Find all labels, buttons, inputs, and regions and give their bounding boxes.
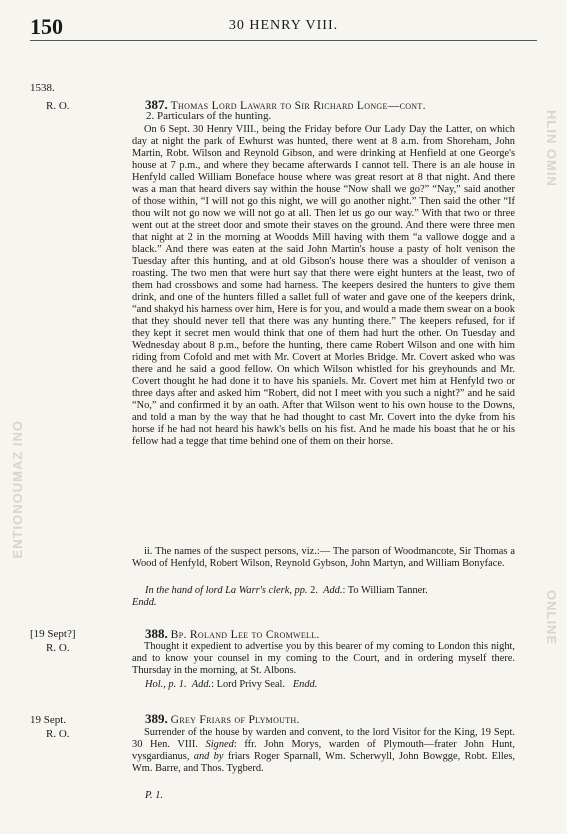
signatories-text: : ffr. John Morys, warden of Plymouth—frater John Hunt, vysgardianus, — [132, 739, 515, 762]
and-by-label: and by — [193, 751, 224, 762]
running-head: 30 HENRY VIII. — [228, 18, 339, 33]
watermark-right-bottom: ONLINE — [544, 590, 559, 646]
entry-389-title: Grey Friars of Plymouth. — [170, 713, 300, 726]
addressee: : To William Tanner. — [342, 585, 428, 596]
entry-387-note — [145, 585, 428, 597]
entry-387-title: Thomas Lord Lawarr to Sir Richard Longe—cont. — [170, 99, 426, 112]
entry-389-note — [145, 790, 163, 802]
entry-388-heading — [145, 626, 320, 642]
header-rule — [30, 40, 537, 41]
hol-pages: , p. 1. — [163, 679, 187, 690]
date-note-388: [19 Sept?] — [30, 628, 76, 640]
year-note: 1538. — [30, 82, 55, 94]
clerk-note-pp: 2. — [310, 585, 318, 596]
source-note-389: R. O. — [46, 728, 70, 740]
hol-label: Hol. — [145, 679, 164, 690]
entry-388-body: Thought it expedient to advertise you by this bearer of my coming to London this night, and to know your counsel in my coming to the Court, and in ordering myself there. Thursday in the morning, at St. Albons. — [132, 641, 515, 676]
friars-text: friars Roger Sparnall, Wm. Scherwyll, John Bowgge, Robt. Elles, Wm. Barre, and Thos. Tygberd. — [132, 751, 515, 774]
page-count-389: P. 1. — [145, 790, 163, 801]
entry-388-number: 388. — [145, 626, 168, 641]
entry-387-suspects: ii. The names of the suspect persons, viz.:— The parson of Woodmancote, Sir Thomas a Wood of Henfyld, Robert Wilson, Reynold Gybson, John Martyn, and William Bonyface. — [132, 546, 515, 569]
entry-387-endd — [132, 597, 157, 609]
source-note-388: R. O. — [46, 642, 70, 654]
page-header — [30, 14, 537, 38]
add-label: Add. — [323, 585, 343, 596]
signed-label: Signed — [205, 739, 234, 750]
date-note-389: 19 Sept. — [30, 714, 67, 726]
page-number: 150 — [30, 14, 63, 39]
endd-label-388: Endd. — [292, 679, 318, 690]
entry-389-number: 389. — [145, 711, 168, 726]
entry-387-subhead: 2. Particulars of the hunting. — [146, 110, 272, 122]
clerk-note: In the hand of lord La Warr's clerk, pp. — [145, 585, 308, 596]
entry-387-number: 387. — [145, 97, 168, 112]
endd-label: Endd. — [132, 597, 157, 608]
entry-389-body — [132, 727, 515, 775]
add-label-388: Add. — [191, 679, 212, 690]
entry-389-heading — [145, 711, 300, 727]
source-note-387: R. O. — [46, 100, 70, 112]
addressee-388: : Lord Privy Seal. — [211, 679, 286, 690]
watermark-left: ENTIONOUMAZ INO — [10, 420, 25, 559]
entry-388-title: Bp. Roland Lee to Cromwell. — [170, 628, 320, 641]
watermark-right-top: HLIN OMIN — [544, 110, 559, 187]
surrender-text: Surrender of the house by warden and convent, to the lord Visitor for the King, 19 Sept. 30 Hen. VIII. — [132, 727, 515, 750]
entry-387-body: On 6 Sept. 30 Henry VIII., being the Friday before Our Lady Day the Latter, on which day at night the park of Ewhurst was hunted, there went at 8 a.m. from Shoreham, John Martin, Robt. Wilson and Reynold Gibson, and were drinking at Henfield at one George's house at 7 p.m., and where they became afterwards I cannot tell. There is an ale house in Henfyld called William Boneface house where was great resort at 8 that night. And there was a man that heard divers say within the house “Now shall we go?” “Nay,” said another of those within, “I will not go this night, we will go another night.” Then said the other “If thou wilt not go now we will not go at all. Then let us go our way.” With that two or three went out at the street door and smote their staves on the ground. And there were three men that night at 2 in the morning at Woodds Mill having with them “a vallowe dogge and a black.” And there was eaten at the said John Martin's house a pasty of holt venison the Tuesday after this hunting, and at old Gibson's house there was a shoulder of venison a roasting. The two men that were hurt say that there were eight hunters at the least, two of them had crossbows and some had harness. The keepers desired the hunters to give them drink, and one of the hunters filled a sallet full of water and gave one of the keepers drink, “and shakyd his harness over him, Here is for you, and would a made them swear on a book that they should never tell that there was any hunting there.” The keepers refused, for if they kept it secret men would think that one of them had hurt the other. On Tuesday and Wednesday about 8 p.m., before the hunting, there came Robert Wilson and one with him riding from Cofold and met with Mr. Covert at Morles Bridge. Mr. Covert asked who was there and he said a good fellow. On which Wilson whistled for his greyhounds and Mr. Covert thought he had done it to have his spaniels. Mr. Covert met him at Henfyld two or three days after and asked him “Robert, did not I meet with you such a night?” and he said “No,” and confirmed it by an oath. After that Wilson went to his own house to the Downs, and told a man by the way that he had thought to cast Mr. Covert into the dyke from his horse if he had not heard his hawk's bells on his fist. And he made his boast that he or his fellow had a tegge that time behind one of them on their horse. — [132, 124, 515, 447]
entry-388-note — [145, 679, 317, 691]
